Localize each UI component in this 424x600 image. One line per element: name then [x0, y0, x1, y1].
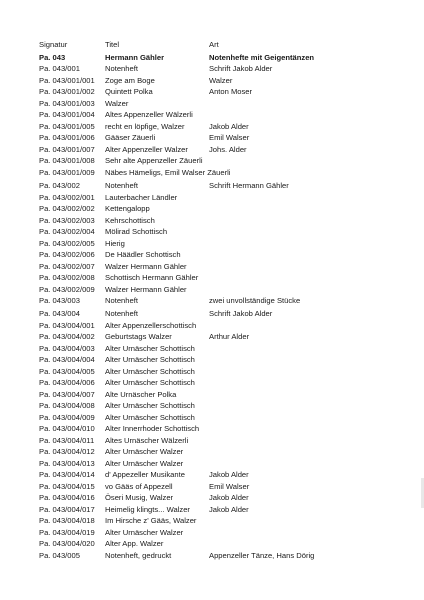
cell-titel: Alter Urnäscher Schottisch — [105, 378, 195, 387]
cell-art: Johs. Alder — [209, 144, 247, 154]
table-row — [0, 389, 424, 400]
cell-signatur: Pa. 043/002/007 — [39, 261, 95, 271]
cell-signatur: Pa. 043/001/002 — [39, 87, 95, 96]
cell-titel: De Häädler Schottisch — [105, 250, 181, 259]
cell-titel: Zoge am Boge — [105, 75, 155, 85]
cell-art: Schrift Jakob Alder — [209, 64, 273, 73]
table-row — [0, 343, 424, 354]
cell-signatur: Pa. 043/004/010 — [39, 424, 95, 433]
cell-titel: Hermann Gähler — [105, 52, 165, 62]
cell-titel: Sehr alte Appenzeller Zäuerli — [105, 156, 203, 165]
cell-signatur: Pa. 043/002/006 — [39, 250, 95, 259]
cell-titel: Näbes Hämeligs, Emil Walser Zäuerli — [105, 167, 231, 177]
table-row — [0, 52, 424, 63]
table-row — [0, 308, 424, 319]
cell-art: Jakob Alder — [209, 504, 249, 514]
table-row — [0, 63, 424, 74]
cell-titel: Alter Urnäscher Walzer — [105, 447, 184, 456]
table-row — [0, 238, 424, 249]
table-row — [0, 75, 424, 86]
table-row — [0, 203, 424, 214]
cell-signatur: Pa. 043/004/004 — [39, 355, 95, 364]
cell-signatur: Pa. 043/002 — [39, 181, 80, 190]
cell-signatur: Pa. 043/001/001 — [39, 75, 95, 85]
cell-signatur: Pa. 043/003 — [39, 296, 80, 305]
table-row — [0, 366, 424, 377]
cell-signatur: Pa. 043/004/001 — [39, 320, 95, 330]
cell-titel: Altes Appenzeller Wälzerli — [105, 110, 193, 119]
cell-signatur: Pa. 043/004/011 — [39, 435, 95, 445]
cell-art: Anton Moser — [209, 87, 253, 96]
table-row — [0, 469, 424, 480]
cell-titel: Alter Urnäscher Schottisch — [105, 355, 195, 364]
cell-titel: Notenheft, gedruckt — [105, 550, 172, 560]
table-row — [0, 98, 424, 109]
cell-signatur: Pa. 043/001 — [39, 64, 80, 73]
cell-art: Jakob Alder — [209, 493, 249, 502]
header-row — [0, 39, 424, 50]
cell-signatur: Pa. 043/002/003 — [39, 215, 95, 225]
cell-art: Emil Walser — [209, 133, 250, 142]
table-row — [0, 215, 424, 226]
table-row — [0, 377, 424, 388]
table-row — [0, 192, 424, 203]
table-row — [0, 155, 424, 166]
cell-titel: Alter Urnäscher Schottisch — [105, 401, 195, 410]
cell-art: Jakob Alder — [209, 470, 249, 479]
table-row — [0, 167, 424, 178]
cell-signatur: Pa. 043/004/018 — [39, 516, 95, 525]
cell-titel: Mölirad Schottisch — [105, 227, 168, 236]
table-row — [0, 492, 424, 503]
cell-signatur: Pa. 043/002/001 — [39, 192, 95, 202]
cell-titel: Notenheft — [105, 309, 138, 318]
cell-titel: recht en löpfige, Walzer — [105, 121, 185, 131]
cell-titel: Schottisch Hermann Gähler — [105, 273, 199, 282]
cell-art: Appenzeller Tänze, Hans Dörig — [209, 550, 315, 560]
cell-signatur: Pa. 043/002/005 — [39, 238, 95, 248]
cell-art: Arthur Alder — [209, 332, 250, 341]
cell-titel: Geburtstags Walzer — [105, 332, 172, 341]
cell-titel: Notenheft — [105, 64, 138, 73]
table-row — [0, 144, 424, 155]
cell-signatur: Pa. 043/004/017 — [39, 504, 95, 514]
table-row — [0, 446, 424, 457]
cell-signatur: Pa. 043/004/008 — [39, 401, 95, 410]
cell-titel: Alter Urnäscher Walzer — [105, 527, 184, 537]
table-row — [0, 295, 424, 306]
table-row — [0, 86, 424, 97]
cell-signatur: Pa. 043/004/006 — [39, 378, 95, 387]
cell-titel: vo Gääs of Appezell — [105, 481, 173, 491]
header-signatur: Signatur — [39, 40, 68, 49]
cell-signatur: Pa. 043/001/007 — [39, 144, 95, 154]
table-row — [0, 515, 424, 526]
cell-signatur: Pa. 043/001/006 — [39, 133, 95, 142]
cell-signatur: Pa. 043/004/003 — [39, 343, 95, 353]
table-row — [0, 331, 424, 342]
cell-titel: Kehrschottisch — [105, 215, 155, 225]
cell-titel: Quintett Polka — [105, 87, 153, 96]
cell-signatur: Pa. 043/004/009 — [39, 412, 95, 422]
cell-titel: Walzer Hermann Gähler — [105, 261, 187, 271]
header-art: Art — [209, 40, 219, 49]
cell-signatur: Pa. 043/004/002 — [39, 332, 95, 341]
table-row — [0, 504, 424, 515]
cell-titel: Alter Appenzeller Walzer — [105, 144, 188, 154]
cell-titel: Alter Urnäscher Schottisch — [105, 343, 195, 353]
table-row — [0, 412, 424, 423]
cell-titel: Alter Urnäscher Schottisch — [105, 366, 195, 376]
cell-signatur: Pa. 043/002/004 — [39, 227, 95, 236]
cell-art: Walzer — [209, 75, 233, 85]
cell-signatur: Pa. 043/001/003 — [39, 98, 95, 108]
cell-signatur: Pa. 043/002/009 — [39, 284, 95, 294]
cell-titel: Alter Urnäscher Schottisch — [105, 412, 195, 422]
table-row — [0, 550, 424, 561]
cell-titel: Im Hirsche z' Gääs, Walzer — [105, 516, 197, 525]
cell-art: Emil Walser — [209, 481, 250, 491]
cell-signatur: Pa. 043/001/004 — [39, 110, 95, 119]
table-row — [0, 400, 424, 411]
table-row — [0, 320, 424, 331]
table-row — [0, 458, 424, 469]
cell-signatur: Pa. 043/001/008 — [39, 156, 95, 165]
cell-titel: Alter Innerrhoder Schottisch — [105, 424, 200, 433]
cell-signatur: Pa. 043/004 — [39, 309, 80, 318]
table-row — [0, 261, 424, 272]
cell-signatur: Pa. 043/002/002 — [39, 204, 95, 213]
cell-signatur: Pa. 043/005 — [39, 550, 80, 560]
cell-titel: Walzer — [105, 98, 129, 108]
table-row — [0, 538, 424, 549]
table-row — [0, 527, 424, 538]
table-row — [0, 481, 424, 492]
cell-art: Schrift Hermann Gähler — [209, 181, 289, 190]
cell-titel: Lauterbacher Ländler — [105, 192, 178, 202]
cell-signatur: Pa. 043/004/013 — [39, 458, 95, 468]
cell-signatur: Pa. 043/004/012 — [39, 447, 95, 456]
cell-titel: Heimelig klingts... Walzer — [105, 504, 190, 514]
cell-art: Schrift Jakob Alder — [209, 309, 273, 318]
table-row — [0, 435, 424, 446]
cell-signatur: Pa. 043/004/019 — [39, 527, 95, 537]
table-row — [0, 132, 424, 143]
table-row — [0, 180, 424, 191]
cell-titel: Alter Appenzellerschottisch — [105, 320, 197, 330]
cell-signatur: Pa. 043/004/007 — [39, 389, 95, 399]
cell-art: zwei unvollständige Stücke — [209, 296, 301, 305]
cell-titel: Alter App. Walzer — [105, 539, 164, 548]
cell-titel: Öseri Musig, Walzer — [105, 493, 174, 502]
cell-titel: Walzer Hermann Gähler — [105, 284, 187, 294]
cell-signatur: Pa. 043/004/020 — [39, 539, 95, 548]
cell-titel: d' Appezeller Musikante — [105, 470, 185, 479]
cell-titel: Notenheft — [105, 296, 138, 305]
cell-signatur: Pa. 043/001/005 — [39, 121, 95, 131]
cell-titel: Alte Urnäscher Polka — [105, 389, 177, 399]
cell-titel: Kettengalopp — [105, 204, 150, 213]
table-row — [0, 354, 424, 365]
table-row — [0, 423, 424, 434]
table-row — [0, 272, 424, 283]
cell-signatur: Pa. 043/004/016 — [39, 493, 95, 502]
header-titel: Titel — [105, 40, 120, 49]
cell-signatur: Pa. 043/004/015 — [39, 481, 95, 491]
cell-art: Jakob Alder — [209, 121, 249, 131]
cell-signatur: Pa. 043/002/008 — [39, 273, 95, 282]
table-row — [0, 121, 424, 132]
cell-titel: Hierig — [105, 238, 125, 248]
cell-signatur: Pa. 043/004/005 — [39, 366, 95, 376]
cell-art: Notenhefte mit Geigentänzen — [209, 52, 315, 62]
cell-titel: Gääser Zäuerli — [105, 133, 156, 142]
table-row — [0, 284, 424, 295]
cell-titel: Alter Urnäscher Walzer — [105, 458, 184, 468]
table-row — [0, 109, 424, 120]
cell-signatur: Pa. 043/004/014 — [39, 470, 95, 479]
cell-titel: Altes Urnäscher Wälzerli — [105, 435, 189, 445]
cell-titel: Notenheft — [105, 181, 138, 190]
cell-signatur: Pa. 043/001/009 — [39, 167, 95, 177]
table-row — [0, 226, 424, 237]
table-row — [0, 249, 424, 260]
cell-signatur: Pa. 043 — [39, 52, 66, 62]
